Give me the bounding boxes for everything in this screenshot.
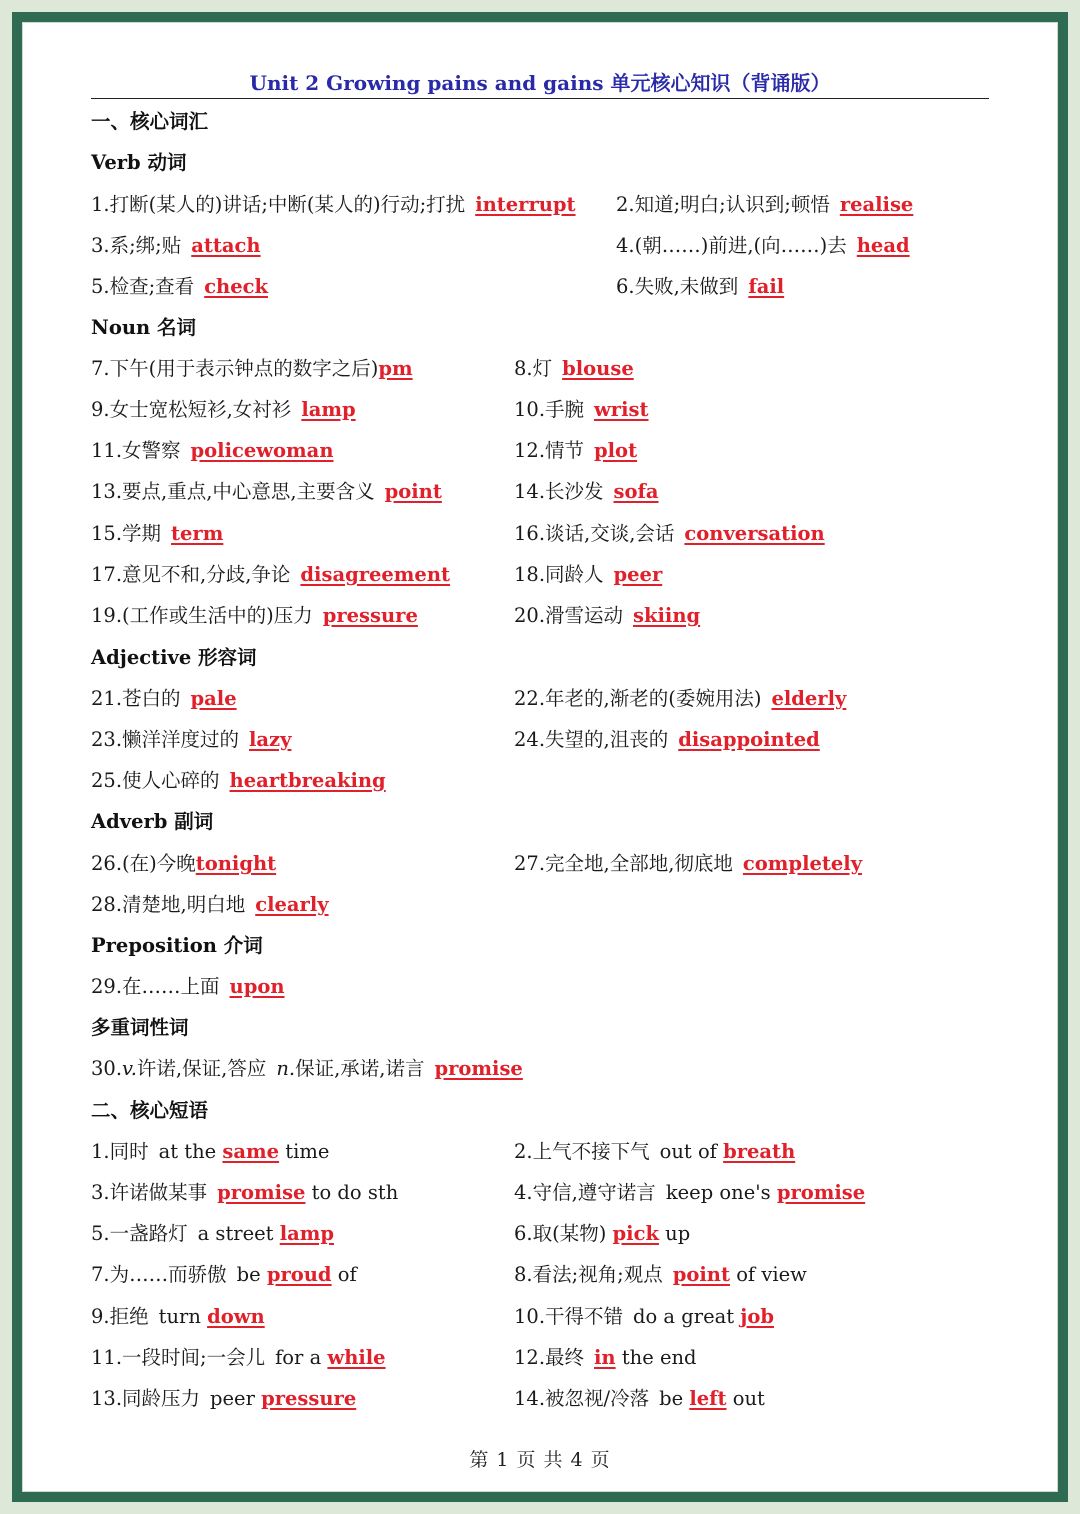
answer: pick (612, 1222, 659, 1245)
answer: policewoman (190, 439, 334, 462)
vocab-item: 3.系;绑;贴 attach (91, 234, 261, 257)
section-title-phrases: 二、核心短语 (91, 1099, 209, 1122)
answer: tonight (195, 852, 277, 875)
vocab-item: 14.长沙发 sofa (514, 480, 659, 503)
vocab-item: 6.失败,未做到 fail (616, 275, 785, 298)
answer: realise (839, 193, 914, 216)
vocab-item: 10.手腕 wrist (514, 398, 649, 421)
section-title-vocabulary: 一、核心词汇 (91, 110, 209, 133)
answer: breath (723, 1140, 796, 1163)
answer: wrist (594, 398, 649, 421)
answer: left (689, 1387, 727, 1410)
answer: promise (776, 1181, 866, 1204)
heading-noun: Noun 名词 (91, 316, 196, 339)
answer: completely (742, 852, 863, 875)
phrase-item: 7.为……而骄傲 be proud of (91, 1263, 357, 1286)
vocab-item: 16.谈话,交谈,会话 conversation (514, 522, 825, 545)
answer: lazy (249, 728, 292, 751)
answer: in (594, 1346, 616, 1369)
answer: point (384, 480, 442, 503)
vocab-item: 22.年老的,渐老的(委婉用法) elderly (514, 687, 847, 710)
answer: conversation (684, 522, 825, 545)
vocab-item: 30.v.许诺,保证,答应 n.保证,承诺,诺言 promise (91, 1057, 523, 1080)
answer: job (740, 1305, 774, 1328)
vocab-item: 7.下午(用于表示钟点的数字之后)pm (91, 357, 413, 380)
answer: check (204, 275, 269, 298)
page-footer: 第 1 页 共 4 页 (469, 1449, 611, 1471)
answer: elderly (771, 687, 847, 710)
answer: term (171, 522, 224, 545)
heading-adverb: Adverb 副词 (91, 810, 214, 833)
phrase-item: 9.拒绝 turn down (91, 1305, 265, 1328)
answer: head (856, 234, 910, 257)
vocab-item: 17.意见不和,分歧,争论 disagreement (91, 563, 451, 586)
vocab-item: 13.要点,重点,中心意思,主要含义 point (91, 480, 442, 503)
heading-preposition: Preposition 介词 (91, 934, 263, 957)
phrase-item: 8.看法;视角;观点 point of view (514, 1263, 807, 1286)
vocab-item: 19.(工作或生活中的)压力 pressure (91, 604, 418, 627)
phrase-item: 6.取(某物) pick up (514, 1222, 691, 1245)
answer: plot (594, 439, 638, 462)
phrase-item: 10.干得不错 do a great job (514, 1305, 774, 1328)
vocab-item: 5.检查;查看 check (91, 275, 269, 298)
answer: clearly (255, 893, 329, 916)
phrase-item: 12.最终 in the end (514, 1346, 697, 1369)
answer: pale (190, 687, 237, 710)
vocab-item: 24.失望的,沮丧的 disappointed (514, 728, 820, 751)
vocab-item: 9.女士宽松短衫,女衬衫 lamp (91, 398, 356, 421)
phrase-item: 4.守信,遵守诺言 keep one's promise (514, 1181, 866, 1204)
phrase-item: 11.一段时间;一会儿 for a while (91, 1346, 386, 1369)
vocab-item: 15.学期 term (91, 522, 224, 545)
answer: peer (613, 563, 663, 586)
answer: pressure (322, 604, 418, 627)
vocab-item: 28.清楚地,明白地 clearly (91, 893, 329, 916)
answer: proud (266, 1263, 332, 1286)
answer: while (327, 1346, 386, 1369)
answer: blouse (562, 357, 634, 380)
vocab-item: 26.(在)今晚tonight (91, 852, 277, 875)
answer: lamp (279, 1222, 335, 1245)
answer: skiing (633, 604, 701, 627)
answer: pressure (261, 1387, 357, 1410)
vocab-item: 12.情节 plot (514, 439, 638, 462)
heading-verb: Verb 动词 (91, 151, 187, 174)
heading-multi-pos: 多重词性词 (91, 1016, 189, 1039)
vocab-item: 25.使人心碎的 heartbreaking (91, 769, 386, 792)
phrase-item: 14.被忽视/冷落 be left out (514, 1387, 765, 1410)
answer: promise (217, 1181, 306, 1204)
vocab-item: 21.苍白的 pale (91, 687, 237, 710)
answer: pm (378, 357, 413, 380)
phrase-item: 13.同龄压力 peer pressure (91, 1387, 357, 1410)
vocab-item: 4.(朝……)前进,(向……)去 head (616, 234, 910, 257)
answer: promise (434, 1057, 523, 1080)
phrase-item: 3.许诺做某事 promise to do sth (91, 1181, 399, 1204)
page-frame (12, 12, 1068, 1502)
vocab-item: 18.同龄人 peer (514, 563, 663, 586)
answer: attach (191, 234, 261, 257)
phrase-item: 2.上气不接下气 out of breath (514, 1140, 796, 1163)
vocab-item: 2.知道;明白;认识到;顿悟 realise (616, 193, 914, 216)
heading-adjective: Adjective 形容词 (91, 646, 257, 669)
vocab-item: 20.滑雪运动 skiing (514, 604, 701, 627)
phrase-item: 5.一盏路灯 a street lamp (91, 1222, 335, 1245)
title-divider (91, 98, 989, 99)
vocab-item: 23.懒洋洋度过的 lazy (91, 728, 292, 751)
phrase-item: 1.同时 at the same time (91, 1140, 330, 1163)
vocab-item: 29.在……上面 upon (91, 975, 285, 998)
answer: heartbreaking (229, 769, 386, 792)
vocab-item: 11.女警察 policewoman (91, 439, 334, 462)
answer: disappointed (678, 728, 820, 751)
answer: interrupt (475, 193, 576, 216)
document-page (22, 22, 1058, 1492)
answer: upon (229, 975, 285, 998)
answer: lamp (301, 398, 356, 421)
answer: same (222, 1140, 280, 1163)
vocab-item: 27.完全地,全部地,彻底地 completely (514, 852, 863, 875)
page-title: Unit 2 Growing pains and gains 单元核心知识（背诵版） (249, 71, 831, 95)
vocab-item: 1.打断(某人的)讲话;中断(某人的)行动;打扰 interrupt (91, 193, 576, 216)
answer: point (672, 1263, 730, 1286)
answer: fail (748, 275, 785, 298)
answer: disagreement (300, 563, 451, 586)
answer: sofa (613, 480, 659, 503)
vocab-item: 8.灯 blouse (514, 357, 634, 380)
answer: down (207, 1305, 265, 1328)
